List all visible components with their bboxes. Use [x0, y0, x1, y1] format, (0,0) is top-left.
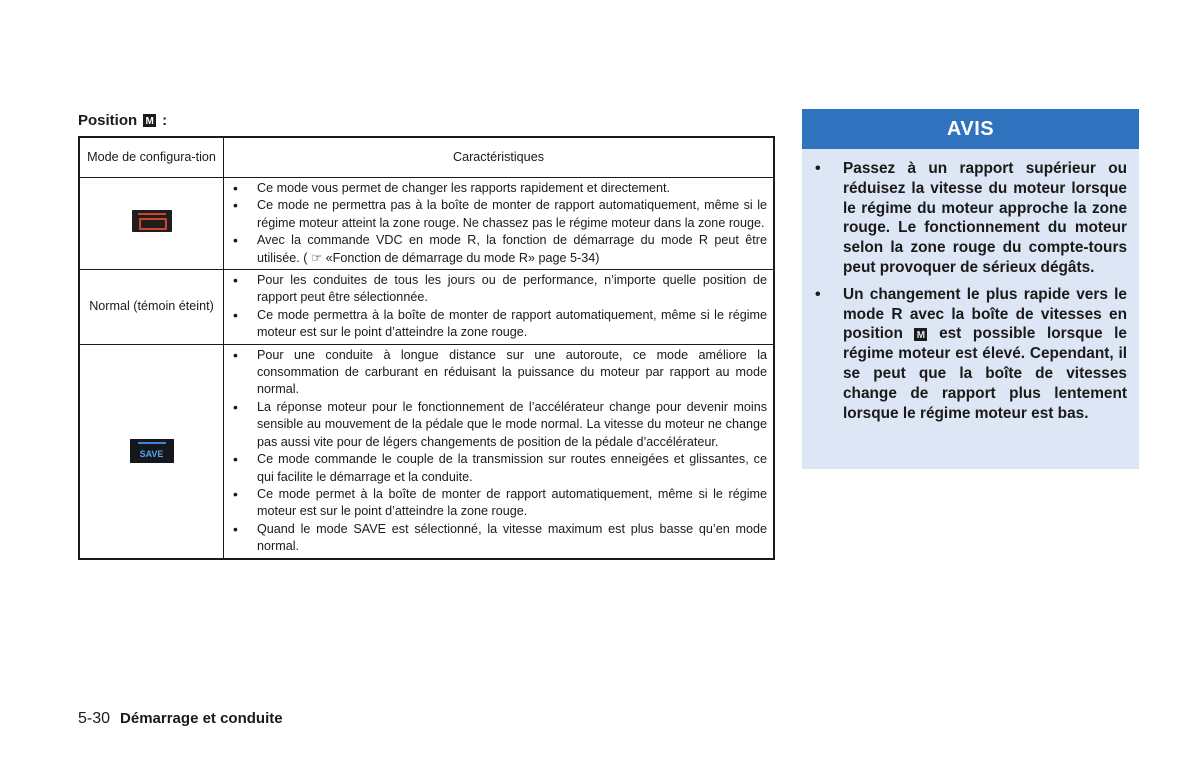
mode-cell-save	[79, 344, 224, 558]
list-item: • Quand le mode SAVE est sélectionné, la vitesse maximum est plus basse qu’en mode normal.	[230, 521, 767, 556]
chapter-title: Démarrage et conduite	[120, 710, 283, 727]
section-heading-colon: :	[162, 112, 168, 129]
notice-item-text: est possible lorsque le régime moteur est élevé. Cependant, il se peut que la boîte de vitesses change de rapport plus lentement lorsque le régime moteur est bas.	[843, 325, 1127, 422]
manual-mode-icon: M	[914, 328, 927, 341]
section-heading	[78, 112, 167, 129]
save-mode-icon: SAVE	[130, 439, 174, 463]
description-cell	[224, 270, 775, 345]
modes-table	[78, 136, 775, 560]
list-item: • Ce mode commande le couple de la transmission sur routes enneigées et glissantes, ce qui facilite le démarrage et la conduite.	[230, 451, 767, 486]
list-item: • La réponse moteur pour le fonctionnement de l’accélérateur change pour devenir moins sensible au mouvement de la pédale que le mode normal. La vitesse du moteur ne change pas aussi vite pour de légers changements de position de la pédale d’accélérateur.	[230, 399, 767, 451]
notice-title: AVIS	[802, 109, 1139, 149]
table-row	[79, 344, 774, 558]
list-item: • Ce mode vous permet de changer les rapports rapidement et directement.	[230, 180, 767, 197]
r-mode-icon	[132, 210, 172, 232]
description-cell	[224, 178, 775, 270]
manual-mode-icon: M	[143, 114, 156, 127]
page-footer	[78, 710, 283, 728]
list-item: • Pour une conduite à longue distance sur une autoroute, ce mode améliore la consommation de carburant en réduisant la puissance du moteur par rapport au mode normal.	[230, 347, 767, 399]
list-item: • Pour les conduites de tous les jours ou de performance, n’importe quelle position de rapport peut être sélectionnée.	[230, 272, 767, 307]
list-item: • Ce mode ne permettra pas à la boîte de monter de rapport automatiquement, même si le régime moteur atteint la zone rouge. Ne chassez pas le régime moteur dans la zone rouge.	[230, 197, 767, 232]
list-item: • Ce mode permettra à la boîte de monter de rapport automatiquement, même si le régime moteur est sur le point d’atteindre la zone rouge.	[230, 307, 767, 342]
column-header-mode: Mode de configura-tion	[79, 137, 224, 178]
description-cell	[224, 344, 775, 558]
table-row	[79, 178, 774, 270]
notice-item-text: Un changement le plus rapide vers le mode R avec la boîte de vitesses en position	[843, 285, 1127, 343]
table-header-row	[79, 137, 774, 178]
notice-item	[814, 285, 1127, 424]
section-heading-text: Position	[78, 112, 138, 129]
list-item: • Avec la commande VDC en mode R, la fonction de démarrage du mode R peut être utilisée. ( ☞ «Fonction de démarrage du mode R» page 5-34)	[230, 232, 767, 267]
mode-cell-normal: Normal (témoin éteint)	[79, 270, 224, 345]
mode-cell-r	[79, 178, 224, 270]
notice-box	[802, 109, 1139, 469]
table-row	[79, 270, 774, 345]
notice-item: • Passez à un rapport supérieur ou réduisez la vitesse du moteur lorsque le régime du moteur approche la zone rouge. Le fonctionnement du moteur selon la zone rouge du compte-tours peut provoquer de sérieux dégâts.	[814, 159, 1127, 278]
list-item: • Ce mode permet à la boîte de monter de rapport automatiquement, même si le régime moteur est sur le point d’atteindre la zone rouge.	[230, 486, 767, 521]
page-number: 5-30	[78, 710, 111, 727]
column-header-features: Caractéristiques	[224, 137, 775, 178]
